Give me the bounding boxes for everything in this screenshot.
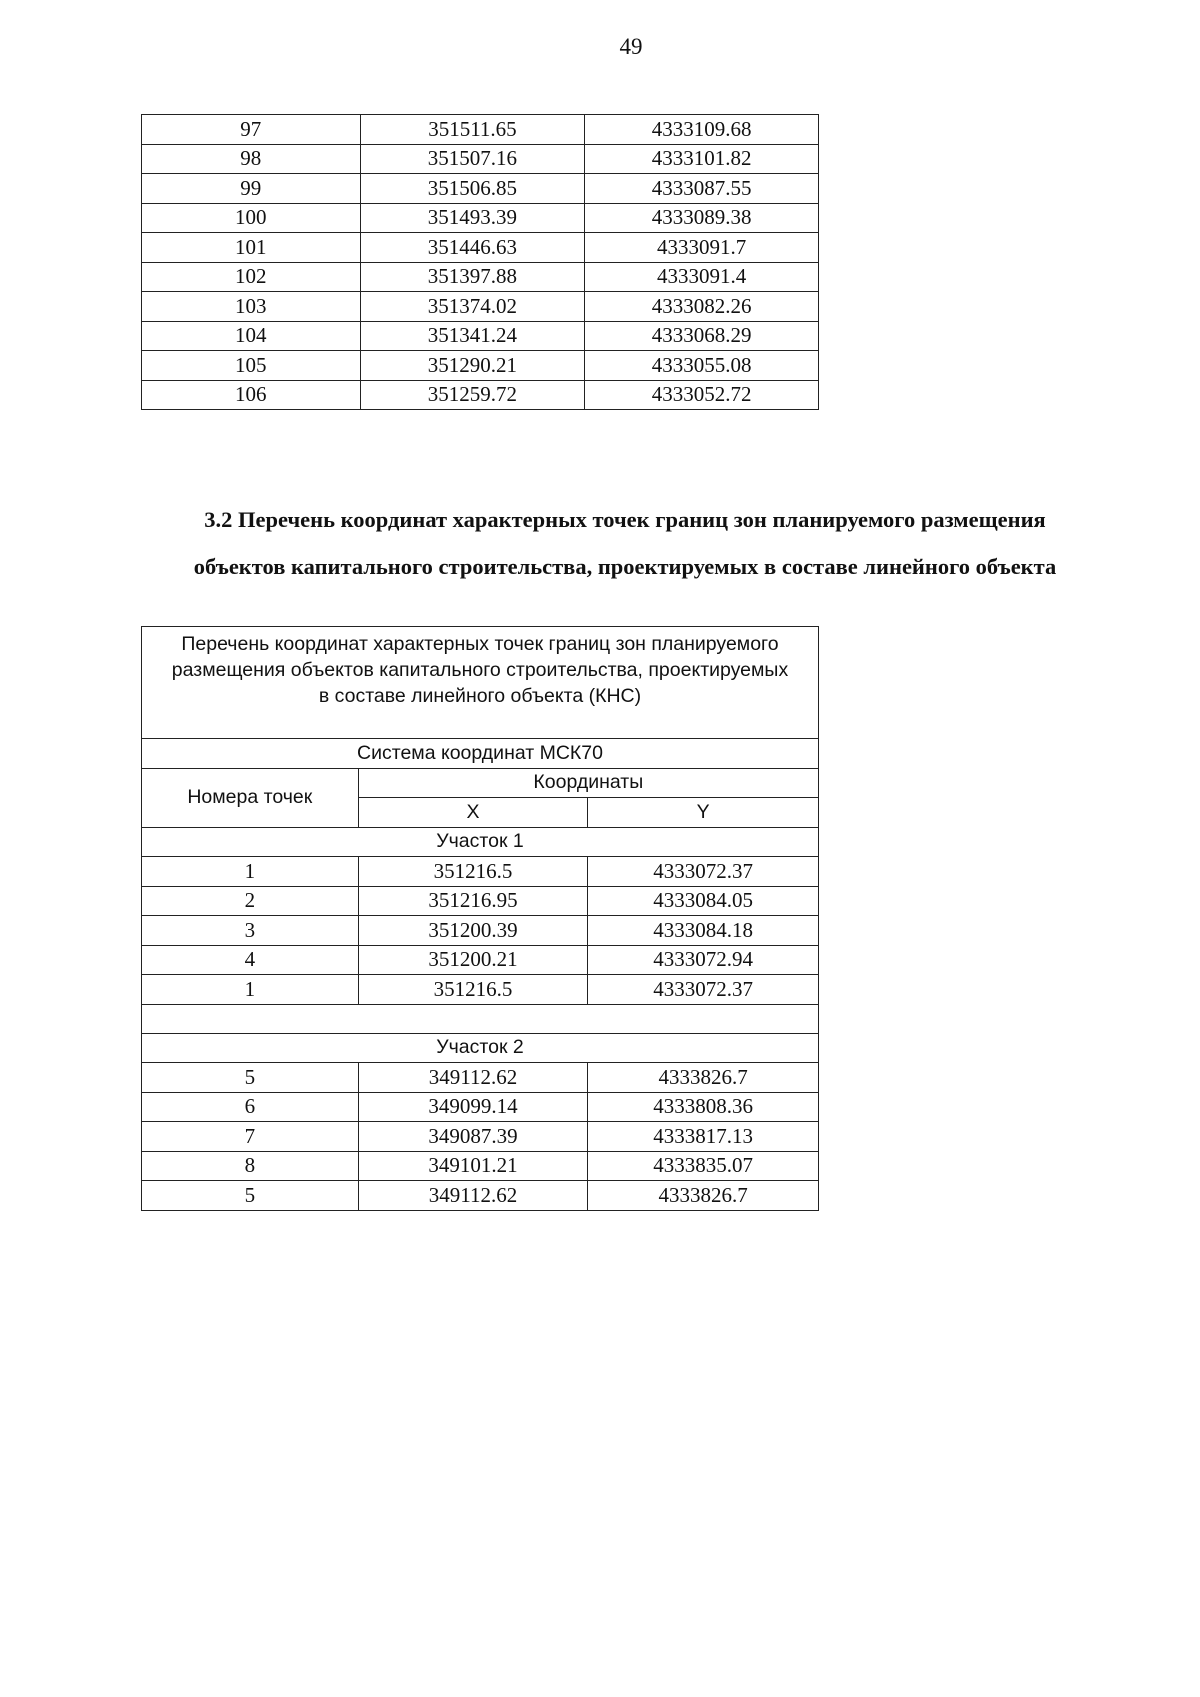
point-number: 100 xyxy=(142,203,361,233)
table-row xyxy=(142,975,819,1005)
point-number: 4 xyxy=(142,945,359,975)
point-number: 98 xyxy=(142,144,361,174)
x-value: 351290.21 xyxy=(360,351,585,381)
table-row xyxy=(142,144,819,174)
point-number: 2 xyxy=(142,886,359,916)
point-number: 106 xyxy=(142,380,361,410)
y-value: 4333808.36 xyxy=(588,1092,819,1122)
page-number: 49 xyxy=(619,34,643,59)
table-caption xyxy=(142,627,819,739)
x-value: 351511.65 xyxy=(360,115,585,145)
y-value: 4333072.37 xyxy=(588,975,819,1005)
point-number: 97 xyxy=(142,115,361,145)
table-body xyxy=(142,115,819,410)
y-value: 4333072.94 xyxy=(588,945,819,975)
x-value: 351446.63 xyxy=(360,233,585,263)
point-number: 1 xyxy=(142,857,359,887)
y-value: 4333089.38 xyxy=(585,203,819,233)
caption-row xyxy=(142,627,819,739)
x-value: 349099.14 xyxy=(358,1092,588,1122)
x-value: 351216.5 xyxy=(358,857,588,887)
table-row xyxy=(142,886,819,916)
table-row xyxy=(142,380,819,410)
coordinate-system: Система координат МСК70 xyxy=(142,739,819,769)
section-title xyxy=(120,496,1130,590)
plot-header-row xyxy=(142,827,819,857)
x-value: 351200.39 xyxy=(358,916,588,946)
column-header-y: Y xyxy=(588,798,819,828)
caption-line: Перечень координат характерных точек границ зон планируемого xyxy=(181,633,779,655)
table-row xyxy=(142,115,819,145)
table-row xyxy=(142,1122,819,1152)
y-value: 4333084.18 xyxy=(588,916,819,946)
blank-cell xyxy=(142,1004,819,1033)
table-row xyxy=(142,1063,819,1093)
y-value: 4333084.05 xyxy=(588,886,819,916)
column-header-coordinates: Координаты xyxy=(358,768,818,798)
coordinate-system-row xyxy=(142,739,819,769)
blank-row xyxy=(142,1004,819,1033)
point-number: 1 xyxy=(142,975,359,1005)
point-number: 104 xyxy=(142,321,361,351)
table-row xyxy=(142,1181,819,1211)
column-header-x: X xyxy=(358,798,588,828)
point-number: 8 xyxy=(142,1151,359,1181)
y-value: 4333101.82 xyxy=(585,144,819,174)
coordinates-table-continued xyxy=(141,114,819,410)
kns-coordinates-table xyxy=(141,626,819,1211)
point-number: 5 xyxy=(142,1063,359,1093)
point-number: 103 xyxy=(142,292,361,322)
table-body xyxy=(142,627,819,1211)
point-number: 6 xyxy=(142,1092,359,1122)
y-value: 4333087.55 xyxy=(585,174,819,204)
caption-line: в составе линейного объекта (КНС) xyxy=(318,685,642,707)
x-value: 351216.5 xyxy=(358,975,588,1005)
x-value: 351506.85 xyxy=(360,174,585,204)
point-number: 101 xyxy=(142,233,361,263)
x-value: 351374.02 xyxy=(360,292,585,322)
plot-header-row xyxy=(142,1033,819,1063)
table-row xyxy=(142,321,819,351)
table-row xyxy=(142,262,819,292)
table-row xyxy=(142,1092,819,1122)
table-row xyxy=(142,351,819,381)
table-row xyxy=(142,1151,819,1181)
table-row xyxy=(142,233,819,263)
y-value: 4333068.29 xyxy=(585,321,819,351)
x-value: 351493.39 xyxy=(360,203,585,233)
plot-label: Участок 2 xyxy=(142,1033,819,1063)
table-row xyxy=(142,857,819,887)
table-row xyxy=(142,945,819,975)
point-number: 102 xyxy=(142,262,361,292)
table-row xyxy=(142,916,819,946)
x-value: 351341.24 xyxy=(360,321,585,351)
y-value: 4333091.7 xyxy=(585,233,819,263)
table-row xyxy=(142,174,819,204)
x-value: 349112.62 xyxy=(358,1181,588,1211)
x-value: 351507.16 xyxy=(360,144,585,174)
header-row xyxy=(142,768,819,798)
y-value: 4333109.68 xyxy=(585,115,819,145)
y-value: 4333835.07 xyxy=(588,1151,819,1181)
point-number: 5 xyxy=(142,1181,359,1211)
y-value: 4333082.26 xyxy=(585,292,819,322)
x-value: 349112.62 xyxy=(358,1063,588,1093)
y-value: 4333817.13 xyxy=(588,1122,819,1152)
x-value: 351397.88 xyxy=(360,262,585,292)
x-value: 351200.21 xyxy=(358,945,588,975)
y-value: 4333072.37 xyxy=(588,857,819,887)
y-value: 4333091.4 xyxy=(585,262,819,292)
x-value: 351259.72 xyxy=(360,380,585,410)
caption-line: размещения объектов капитального строительства, проектируемых xyxy=(171,659,789,681)
point-number: 3 xyxy=(142,916,359,946)
table-row xyxy=(142,292,819,322)
x-value: 351216.95 xyxy=(358,886,588,916)
table-row xyxy=(142,203,819,233)
plot-label: Участок 1 xyxy=(142,827,819,857)
x-value: 349087.39 xyxy=(358,1122,588,1152)
y-value: 4333052.72 xyxy=(585,380,819,410)
point-number: 7 xyxy=(142,1122,359,1152)
x-value: 349101.21 xyxy=(358,1151,588,1181)
section-title-line: объектов капитального строительства, проектируемых в составе линейного объекта xyxy=(193,554,1057,579)
y-value: 4333826.7 xyxy=(588,1181,819,1211)
column-header-points: Номера точек xyxy=(142,768,359,827)
point-number: 105 xyxy=(142,351,361,381)
section-title-line: 3.2 Перечень координат характерных точек границ зон планируемого размещения xyxy=(204,507,1046,532)
y-value: 4333055.08 xyxy=(585,351,819,381)
y-value: 4333826.7 xyxy=(588,1063,819,1093)
point-number: 99 xyxy=(142,174,361,204)
